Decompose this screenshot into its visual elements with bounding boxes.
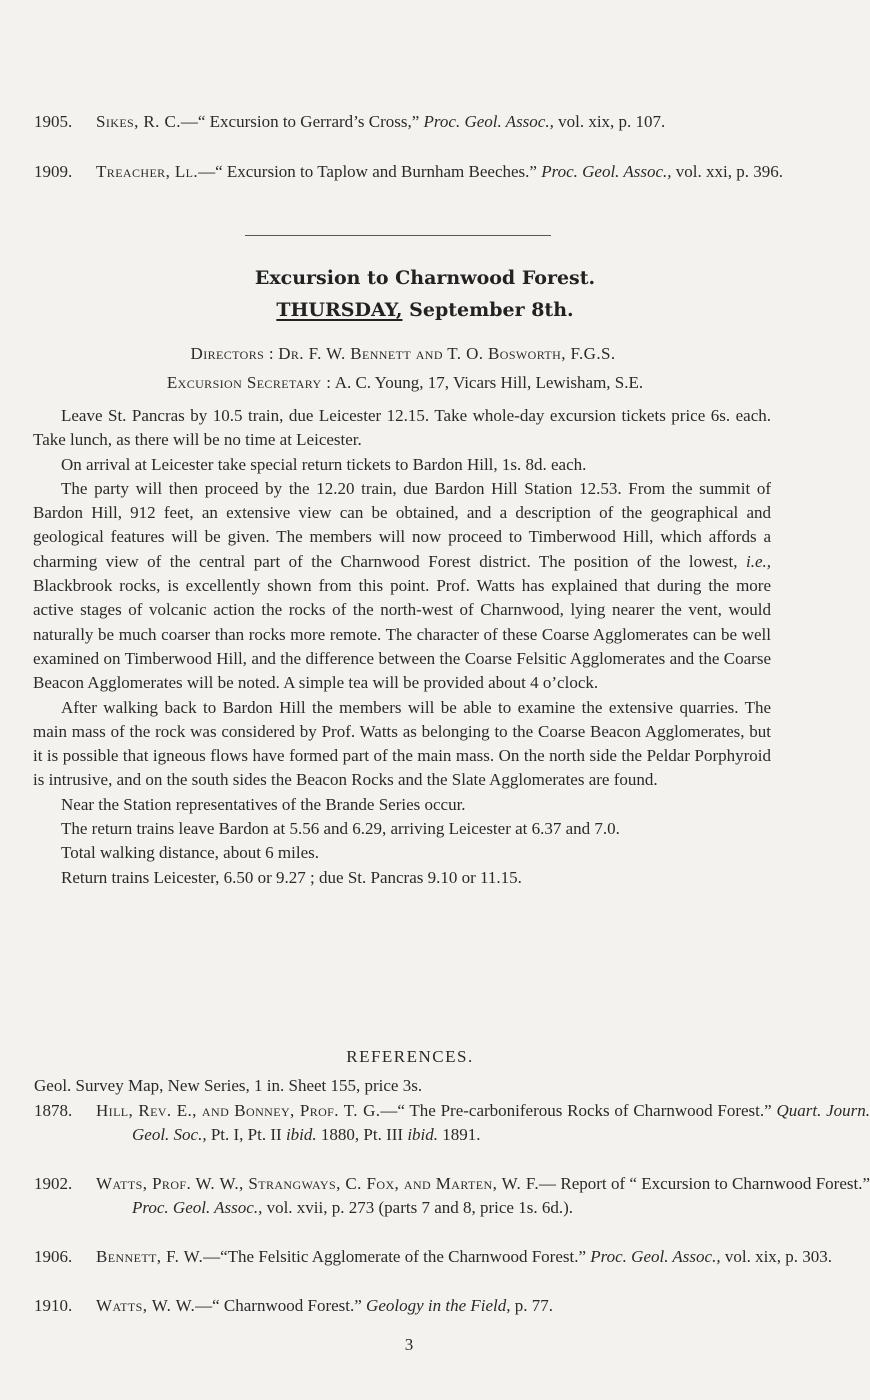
ref-journal: Geology in the Field, — [366, 1296, 511, 1315]
paragraph-arrival: On arrival at Leicester take special return tickets to Bardon Hill, 1s. 8d. each. — [61, 454, 587, 474]
secretary-label: Excursion Secretary : — [166, 373, 332, 392]
ref-title: — Report of “ Excursion to Charnwood Forest.” — [539, 1174, 870, 1193]
ref-year: 1878. — [34, 1101, 73, 1120]
ref-author: Sikes, R. C. — [96, 112, 181, 131]
ref-1906 — [34, 1245, 870, 1269]
ref-details-3: 1891. — [442, 1125, 481, 1144]
paragraph-quarries: After walking back to Bardon Hill the members will be able to examine the extensive quarries. The main mass of the rock was considered by Prof. Watts as belonging to the Coarse Beacon Agglomerates, but it is possible that igneous flows have formed part of the main mass. On the north side the Peldar Porphyroid is intrusive, and on the south sides the Beacon Rocks and the Slate Agglomerates are found. — [33, 697, 771, 790]
top-ref-1909 — [34, 160, 870, 184]
paragraph-distance: Total walking distance, about 6 miles. — [61, 843, 320, 863]
section-divider — [245, 235, 551, 236]
ref-title: —“ Excursion to Taplow and Burnham Beeches.” — [198, 162, 537, 181]
survey-map-line: Geol. Survey Map, New Series, 1 in. Sheet 155, price 3s. — [34, 1076, 423, 1095]
excursion-title: Excursion to Charnwood Forest. — [254, 267, 596, 289]
ref-1910 — [34, 1294, 870, 1318]
itinerary-ie: i.e., — [745, 551, 771, 571]
ref-journal: Proc. Geol. Assoc., — [590, 1247, 721, 1266]
paragraph-station: Near the Station representatives of the Brande Series occur. — [61, 794, 466, 814]
ref-1902 — [34, 1172, 870, 1220]
directors-label: Directors : — [190, 344, 274, 363]
paragraph-return-bardon: The return trains leave Bardon at 5.56 and 6.29, arriving Leicester at 6.37 and 7.0. — [61, 819, 620, 839]
ref-year: 1910. — [34, 1296, 73, 1315]
ref-journal: Proc. Geol. Assoc., — [541, 162, 672, 181]
paragraph-itinerary — [33, 477, 771, 696]
top-ref-1905 — [34, 110, 870, 134]
ref-ibid-1: ibid. — [285, 1125, 317, 1144]
ref-1878 — [34, 1099, 870, 1147]
ref-journal: Proc. Geol. Assoc., — [132, 1198, 263, 1217]
ref-details: vol. xxi, p. 396. — [675, 162, 783, 181]
secretary-details: A. C. Young, 17, Vicars Hill, Lewisham, S.E. — [334, 373, 644, 392]
excursion-body — [33, 404, 771, 890]
ref-author: Treacher, Ll. — [96, 162, 199, 181]
page-number: 3 — [404, 1335, 414, 1354]
directors-line — [0, 342, 806, 366]
ref-details: vol. xvii, p. 273 (parts 7 and 8, price 1s. 6d.). — [266, 1198, 574, 1217]
references-heading: REFERENCES. — [346, 1047, 474, 1066]
ref-details: vol. xix, p. 107. — [558, 112, 666, 131]
itinerary-text-1: The party will then proceed by the 12.20 train, due Bardon Hill Station 12.53. From the summit of Bardon Hill, 912 feet, an extensive view can be obtained, and a description of the geographical and geological features will be given. The members will now proceed to Timberwood Hill, which affords a charming view of the central part of the Charnwood Forest district. The position of the lowest, — [33, 478, 771, 571]
ref-details: vol. xix, p. 303. — [724, 1247, 833, 1266]
ref-author: Hill, Rev. E., and Bonney, Prof. T. G. — [96, 1101, 381, 1120]
ref-title: —“The Felsitic Agglomerate of the Charnwood Forest.” — [203, 1247, 587, 1266]
ref-title: —“ Excursion to Gerrard’s Cross,” — [180, 112, 420, 131]
ref-author: Watts, W. W. — [96, 1296, 196, 1315]
ref-author: Watts, Prof. W. W., Strangways, C. Fox, and Marten, W. F. — [96, 1174, 540, 1193]
ref-year: 1905. — [34, 112, 73, 131]
excursion-date: September 8th. — [409, 299, 574, 321]
directors-names: Dr. F. W. Bennett and T. O. Bosworth, F.G.S. — [278, 344, 616, 363]
ref-journal: Quart. Journ. Geol. Soc., — [132, 1101, 870, 1144]
excursion-date-line — [0, 299, 850, 321]
ref-title: —“ The Pre-carboniferous Rocks of Charnwood Forest.” — [380, 1101, 772, 1120]
ref-details-1: Pt. I, Pt. II — [210, 1125, 282, 1144]
ref-year: 1906. — [34, 1247, 73, 1266]
ref-ibid-2: ibid. — [407, 1125, 439, 1144]
ref-journal: Proc. Geol. Assoc., — [423, 112, 554, 131]
ref-details-2: 1880, Pt. III — [320, 1125, 404, 1144]
ref-year: 1909. — [34, 162, 73, 181]
secretary-line — [0, 371, 810, 395]
paragraph-departure: Leave St. Pancras by 10.5 train, due Leicester 12.15. Take whole-day excursion tickets price 6s. each. Take lunch, as there will be no time at Leicester. — [33, 406, 771, 450]
ref-title: —“ Charnwood Forest.” — [195, 1296, 362, 1315]
excursion-day: THURSDAY, — [276, 299, 403, 321]
itinerary-text-2: Blackbrook rocks, is excellently shown from this point. Prof. Watts has explained that during the more active stages of volcanic action the rocks of the north-west of Charnwood, lying nearer the vent, would naturally be much coarser than rocks more remote. The character of these Coarse Agglomerates can be well examined on Timberwood Hill, and the difference between the Coarse Felsitic Agglomerates and the Coarse Beacon Agglomerates will be noted. A simple tea will be provided about 4 o’clock. — [33, 576, 771, 693]
ref-author: Bennett, F. W. — [96, 1247, 204, 1266]
paragraph-return-leicester: Return trains Leicester, 6.50 or 9.27 ; due St. Pancras 9.10 or 11.15. — [61, 867, 522, 887]
ref-year: 1902. — [34, 1174, 73, 1193]
ref-details: p. 77. — [514, 1296, 554, 1315]
